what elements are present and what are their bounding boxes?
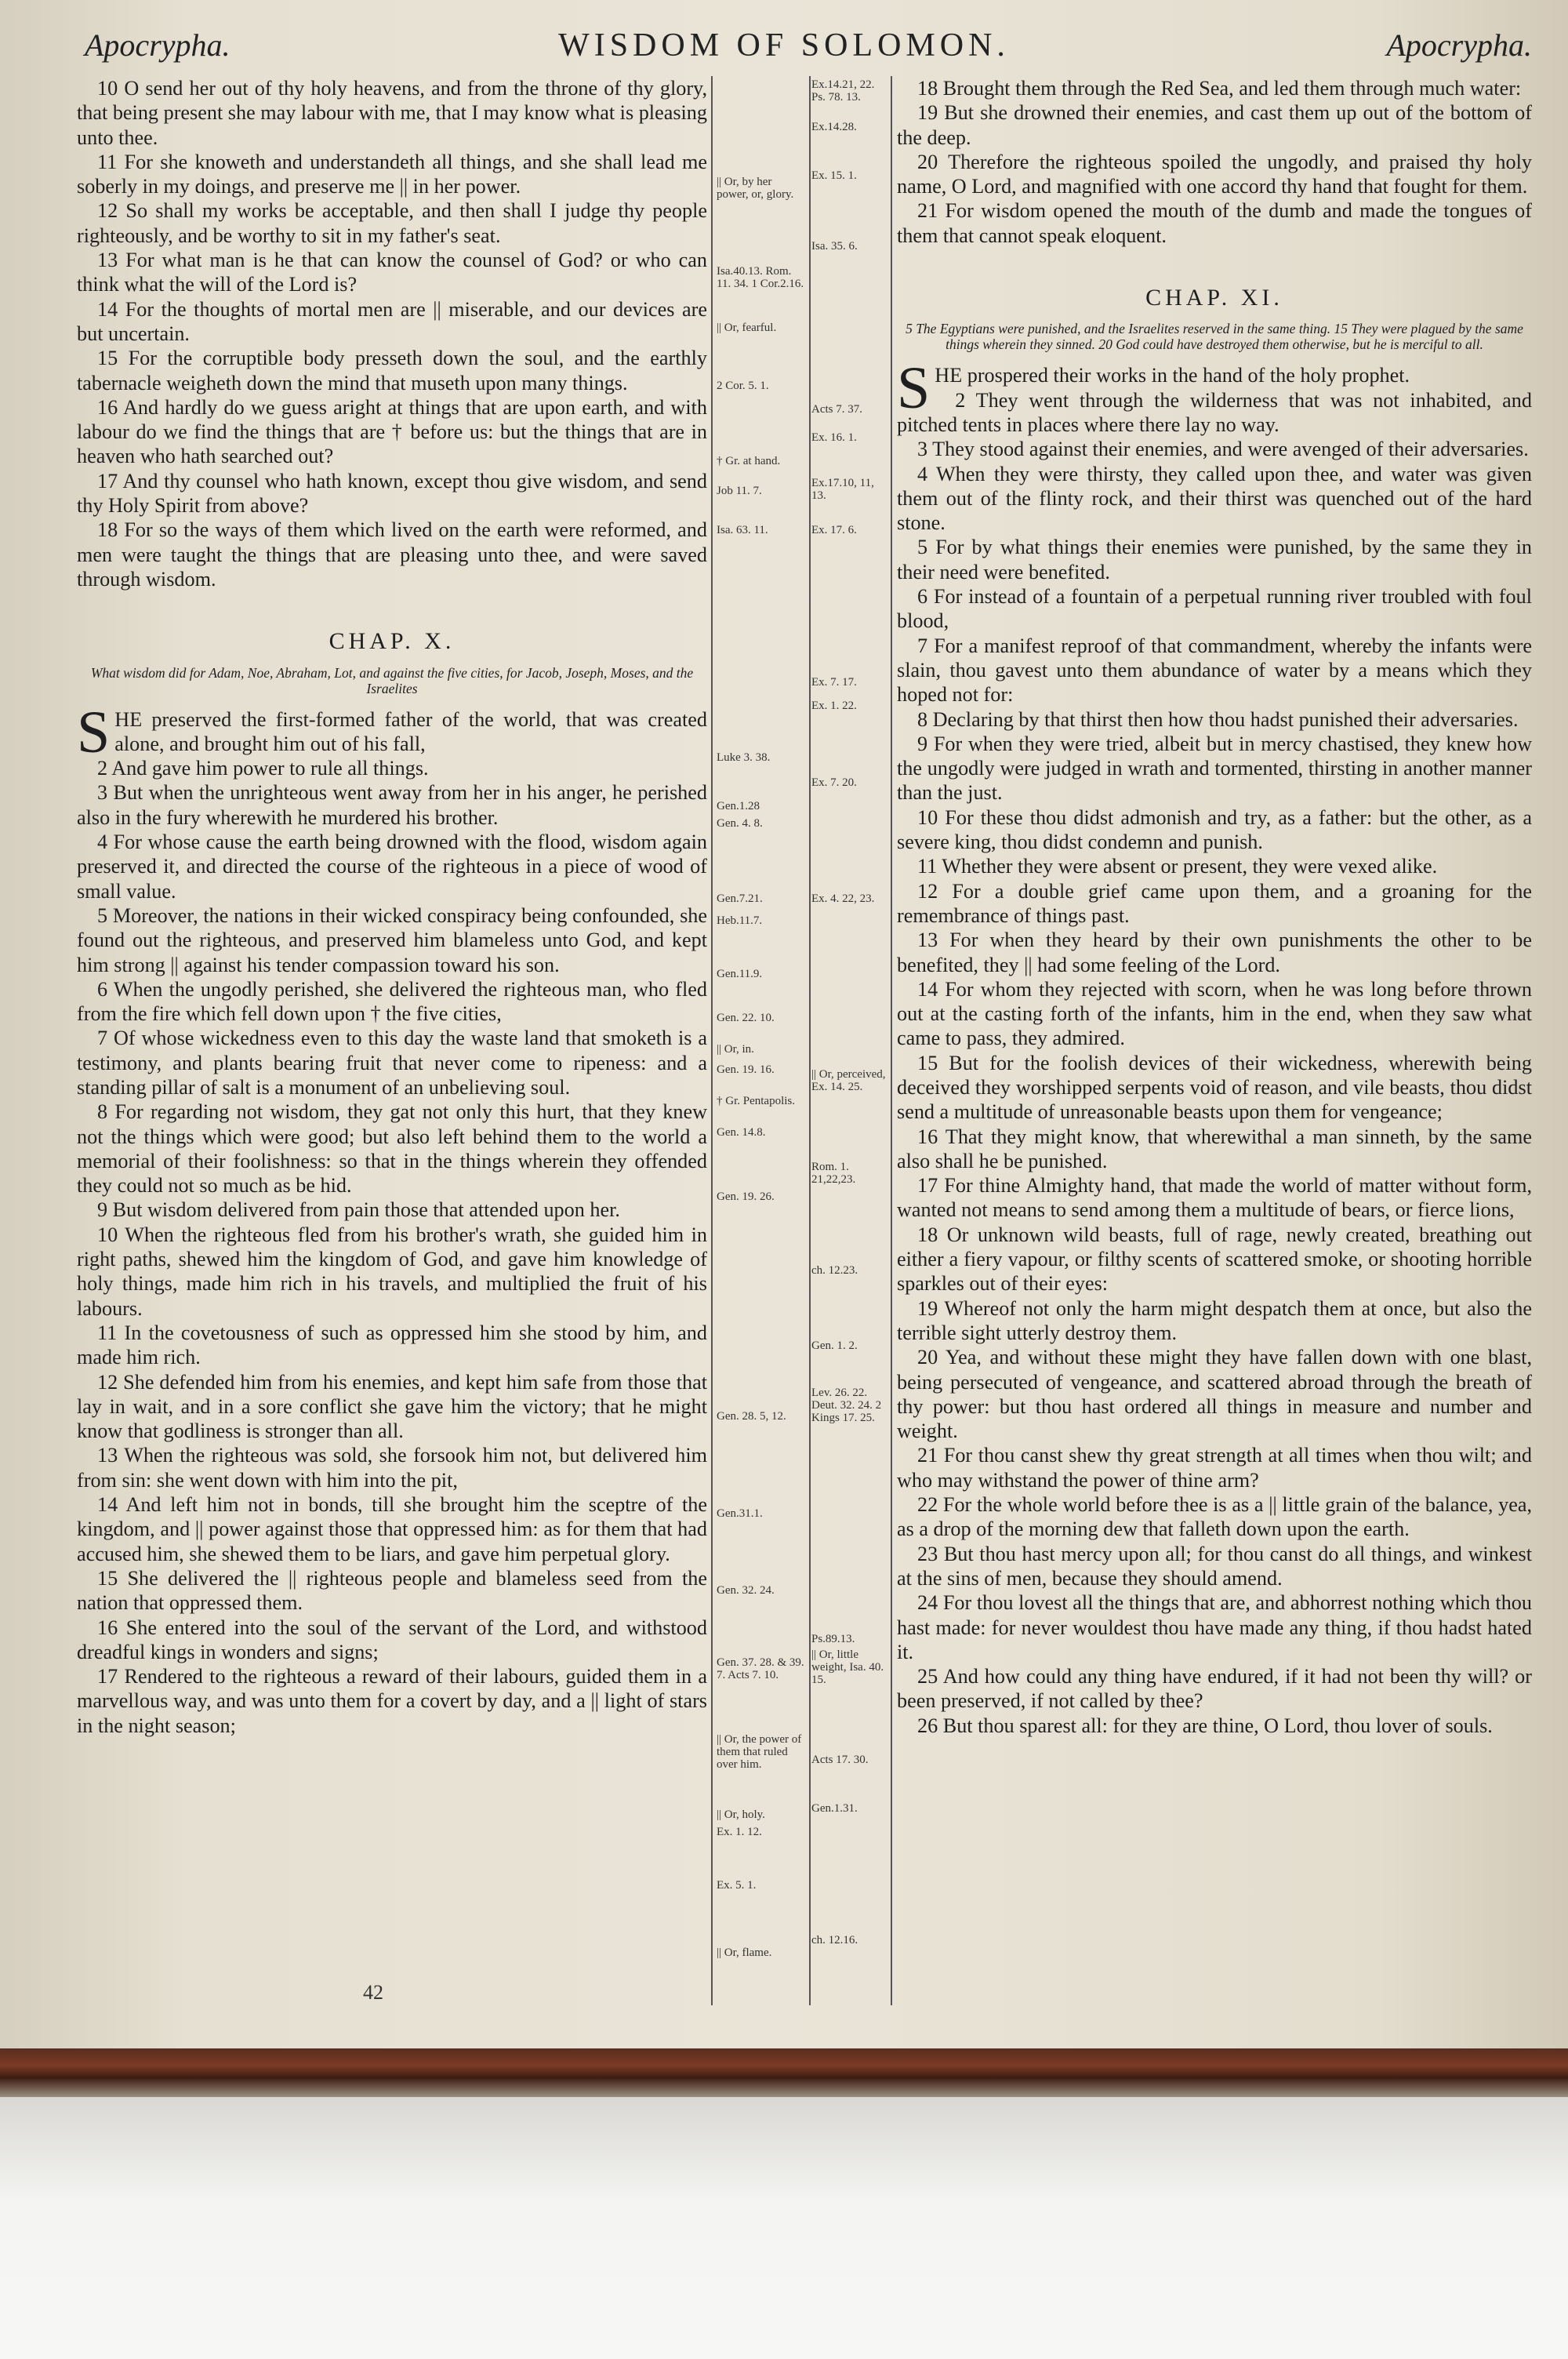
margin-note: Ex. 7. 17. [811, 676, 857, 689]
verse: 3 They stood against their enemies, and were avenged of their adversaries. [917, 438, 1529, 461]
verse: 6 When the ungodly perished, she delivered the righteous man, who fled from the fire which fell down upon † the five cities, [77, 977, 707, 1026]
running-title: WISDOM OF SOLOMON. [558, 27, 1010, 64]
page-number: 42 [363, 1981, 383, 2004]
margin-note: Acts 7. 37. [811, 403, 862, 416]
margin-note: Gen.1.31. [811, 1802, 858, 1815]
verse: 11 Whether they were absent or present, they were vexed alike. [917, 855, 1438, 878]
verse: 13 When the righteous was sold, she forsook him not, but delivered him from sin: she went down with him into the pit, [77, 1444, 707, 1492]
margin-note: Gen. 32. 24. [717, 1584, 775, 1597]
margin-note: Ex. 7. 20. [811, 776, 857, 789]
margin-note: Gen.7.21. [717, 892, 763, 905]
margin-note: Ps.89.13. [811, 1633, 855, 1645]
verse: 17 For thine Almighty hand, that made the world of matter without form, wanted not means to send among them a multitude of bears, or fierce lions, [897, 1174, 1532, 1222]
margin-note: || Or, flame. [717, 1946, 772, 1959]
verse: 18 For so the ways of them which lived on the earth were reformed, and men were taught the things that are pleasing unto thee, and were saved through wisdom. [77, 518, 707, 591]
verse: 20 Therefore the righteous spoiled the ungodly, and praised thy holy name, O Lord, and magnified with one accord thy hand that fought for them. [897, 150, 1532, 198]
margin-note: Isa. 35. 6. [811, 240, 858, 253]
first-verse-text: HE preserved the first-formed father of the world, that was created alone, and brought him out of his fall, [114, 707, 707, 755]
verse: 13 For when they heard by their own punishments the other to be benefited, they || had some feeling of the Lord. [897, 929, 1532, 976]
margin-note: Gen.11.9. [717, 968, 763, 980]
margin-note: || Or, little weight, Isa. 40. 15. [811, 1648, 884, 1686]
column-rule [809, 76, 811, 2005]
verse: 10 When the righteous fled from his brother's wrath, she guided him in right paths, shewed him the kingdom of God, and gave him knowledge of holy things, made him rich in his travels, and multiplied the fruit of his labours. [77, 1223, 707, 1320]
right-text-column [897, 76, 1532, 1738]
verse: 14 For the thoughts of mortal men are || miserable, and our devices are but uncertain. [77, 297, 707, 345]
column-rule [891, 76, 892, 2005]
margin-note: Acts 17. 30. [811, 1754, 869, 1766]
margin-note: || Or, in. [717, 1043, 754, 1056]
margin-note: Gen.31.1. [717, 1507, 763, 1520]
margin-note: Gen. 19. 26. [717, 1190, 775, 1203]
margin-note: Heb.11.7. [717, 914, 763, 927]
verse: 14 And left him not in bonds, till she brought him the sceptre of the kingdom, and || power against those that oppressed him: as for them that had accused him, she shewed them to be liars, and gave him perpetual glory. [77, 1493, 707, 1565]
margin-note: Ex. 1. 12. [717, 1826, 762, 1838]
first-verse-text: HE prospered their works in the hand of the holy prophet. [935, 364, 1410, 387]
verse: 7 Of whose wickedness even to this day the waste land that smoketh is a testimony, and plants bearing fruit that never come to ripeness: and a standing pillar of salt is a monument of an unbelieving soul. [77, 1027, 707, 1099]
margin-note: Ex.17.10, 11, 13. [811, 477, 874, 502]
column-rule [711, 76, 713, 2005]
margin-note: Ex. 4. 22, 23. [811, 892, 875, 905]
verse: 5 Moreover, the nations in their wicked conspiracy being confounded, she found out the righteous, and preserved him blameless unto God, and kept him strong || against his tender compassion toward his son. [77, 903, 707, 976]
verse: 4 For whose cause the earth being drowned with the flood, wisdom again preserved it, and directed the course of the righteous in a piece of wood of small value. [77, 831, 707, 903]
margin-note: Gen. 37. 28. & 39. 7. Acts 7. 10. [717, 1656, 804, 1681]
chapter-first-verse [77, 699, 707, 765]
margin-note: || Or, holy. [717, 1808, 765, 1821]
verse: 12 She defended him from his enemies, and kept him safe from those that lay in wait, and in a sore conflict she gave him the victory; that he might know that godliness is stronger than all. [77, 1370, 707, 1443]
margin-note: || Or, fearful. [717, 322, 777, 334]
margin-note: Ex. 5. 1. [717, 1879, 757, 1892]
drop-cap: S [77, 699, 111, 765]
margin-note: Gen. 22. 10. [717, 1012, 775, 1024]
margin-note: Gen. 19. 16. [717, 1063, 775, 1076]
verse: 15 She delivered the || righteous people and blameless seed from the nation that oppressed them. [77, 1566, 707, 1615]
verse: 16 And hardly do we guess aright at things that are upon earth, and with labour do we find the things that are † before us: but the things that are in heaven who hath searched out? [77, 395, 707, 468]
verse: 15 But for the foolish devices of their wickedness, wherewith being deceived they worshipped serpents void of reason, and vile beasts, thou didst send a multitude of unreasonable beasts upon them for vengeance; [897, 1051, 1532, 1124]
margin-note: † Gr. Pentapolis. [717, 1095, 795, 1107]
chapter-summary: What wisdom did for Adam, Noe, Abraham, Lot, and against the five cities, for Jacob, Joseph, Moses, and the Israelites [90, 664, 694, 696]
verse: 25 And how could any thing have endured, if it had not been thy will? or been preserved, if not called by thee? [897, 1665, 1532, 1713]
margin-note: Ex. 16. 1. [811, 431, 857, 444]
margin-note: Gen. 4. 8. [717, 817, 763, 830]
margin-note: || Or, perceived, Ex. 14. 25. [811, 1068, 886, 1093]
verse: 24 For thou lovest all the things that are, and abhorrest nothing which thou hast made: for never wouldest thou have made any thing, if thou hadst hated it. [897, 1591, 1532, 1663]
margin-note: † Gr. at hand. [717, 455, 781, 467]
verse: 4 When they were thirsty, they called upon thee, and water was given them out of the flinty rock, and their thirst was quenched out of the hard stone. [897, 462, 1532, 535]
header-right-label: Apocrypha. [1386, 27, 1532, 63]
margin-note: Ex. 15. 1. [811, 169, 857, 182]
verse: 13 For what man is he that can know the counsel of God? or who can think what the will of the Lord is? [77, 249, 707, 296]
verse: 8 Declaring by that thirst then how thou hadst punished their adversaries. [917, 707, 1519, 731]
left-text-column [77, 76, 707, 1738]
verse: 17 And thy counsel who hath known, except thou give wisdom, and send thy Holy Spirit from above? [77, 469, 707, 518]
margin-note: Ex.14.21, 22. Ps. 78. 13. [811, 78, 875, 104]
verse: 6 For instead of a fountain of a perpetual running river troubled with foul blood, [897, 585, 1532, 633]
margin-note: Gen. 14.8. [717, 1126, 766, 1139]
book-cover-edge [0, 2048, 1568, 2097]
verse: 9 For when they were tried, albeit but in mercy chastised, they knew how the ungodly were judged in wrath and tormented, thirsting in another manner than the just. [897, 732, 1532, 805]
margin-note: Gen.1.28 [717, 800, 760, 812]
table-surface [0, 2097, 1568, 2359]
verse: 26 But thou sparest all: for they are thine, O Lord, thou lover of souls. [917, 1714, 1493, 1737]
verse: 20 Yea, and without these might they have fallen down with one blast, being persecuted of vengeance, and scattered abroad through the breath of thy power: but thou hast ordered all things in measure and number and weight. [897, 1346, 1532, 1443]
margin-note: Luke 3. 38. [717, 751, 771, 764]
verse: 16 That they might know, that wherewithal a man sinneth, by the same also shall he be punished. [897, 1125, 1532, 1172]
margin-note: || Or, by her power, or, glory. [717, 176, 794, 201]
verse: 8 For regarding not wisdom, they gat not only this hurt, that they knew not the things which were good; but also left behind them to the world a memorial of their foolishness: so that in the things wherein they offended they could not so much as be hid. [77, 1100, 707, 1198]
verse: 12 For a double grief came upon them, and a groaning for the remembrance of things past. [897, 879, 1532, 927]
verse: 19 Whereof not only the harm might despatch them at once, but also the terrible sight utterly destroy them. [897, 1296, 1532, 1344]
verse: 14 For whom they rejected with scorn, when he was long before thrown out at the casting forth of the infants, him in the end, when they saw what came to pass, they admired. [897, 977, 1532, 1050]
verse: 12 So shall my works be acceptable, and then shall I judge thy people righteously, and be worthy to sit in my father's seat. [77, 199, 707, 247]
verse: 23 But thou hast mercy upon all; for thou canst do all things, and winkest at the sins of men, because they should amend. [897, 1542, 1532, 1590]
chapter-heading: CHAP. XI. [1145, 285, 1283, 311]
verse: 9 But wisdom delivered from pain those that attended upon her. [97, 1198, 620, 1222]
margin-note: ch. 12.16. [811, 1934, 858, 1946]
verse: 15 For the corruptible body presseth down the soul, and the earthly tabernacle weigheth down the mind that museth upon many things. [77, 347, 707, 394]
margin-note: Isa. 63. 11. [717, 524, 768, 536]
margin-note: 2 Cor. 5. 1. [717, 380, 769, 392]
verse: 7 For a manifest reproof of that commandment, whereby the infants were slain, thou gavest unto them abundance of water by a means which they hoped not for: [897, 634, 1532, 707]
verse: 17 Rendered to the righteous a reward of their labours, guided them in a marvellous way, and was unto them for a covert by day, and a || light of stars in the night season; [77, 1665, 707, 1737]
margin-note: Ex. 1. 22. [811, 700, 857, 712]
drop-cap: S [897, 355, 931, 422]
verse: 16 She entered into the soul of the servant of the Lord, and withstood dreadful kings in wonders and signs; [77, 1616, 707, 1663]
chapter-summary: 5 The Egyptians were punished, and the Israelites reserved in the same thing. 15 They were plagued by the same things wherein they sinned. 20 God could have destroyed them otherwise, but he is merciful to all. [906, 321, 1523, 353]
verse: 2 They went through the wilderness that was not inhabited, and pitched tents in places where there lay no way. [897, 388, 1532, 436]
margin-note: Rom. 1. 21,22,23. [811, 1161, 856, 1186]
verse: 18 Or unknown wild beasts, full of rage, newly created, breathing out either a fiery vapour, or filthy scents of scattered smoke, or shooting horrible sparkles out of their eyes: [897, 1223, 1532, 1296]
verse: 21 For wisdom opened the mouth of the dumb and made the tongues of them that cannot speak eloquent. [897, 199, 1532, 247]
margin-note: Ex. 17. 6. [811, 524, 857, 536]
verse: 22 For the whole world before thee is as a || little grain of the balance, yea, as a drop of the morning dew that falleth down upon the earth. [897, 1493, 1532, 1541]
margin-note: Lev. 26. 22. Deut. 32. 24. 2 Kings 17. 25. [811, 1387, 882, 1424]
margin-note: Gen. 28. 5, 12. [717, 1410, 786, 1423]
verse: 11 For she knoweth and understandeth all things, and she shall lead me soberly in my doings, and preserve me || in her power. [77, 150, 707, 198]
margin-note: || Or, the power of them that ruled over him. [717, 1733, 802, 1771]
margin-note: Ex.14.28. [811, 121, 857, 133]
margin-note: Isa.40.13. Rom. 11. 34. 1 Cor.2.16. [717, 265, 804, 290]
margin-note: Gen. 1. 2. [811, 1339, 858, 1352]
verse: 10 O send her out of thy holy heavens, and from the throne of thy glory, that being present she may labour with me, that I may know what is pleasing unto thee. [77, 77, 707, 149]
margin-note: ch. 12.23. [811, 1264, 858, 1277]
verse: 21 For thou canst shew thy great strength at all times when thou wilt; and who may withstand the power of thine arm? [897, 1444, 1532, 1492]
verse: 11 In the covetousness of such as oppressed him she stood by him, and made him rich. [77, 1321, 707, 1369]
chapter-heading: CHAP. X. [328, 628, 456, 655]
verse: 19 But she drowned their enemies, and cast them up out of the bottom of the deep. [897, 101, 1532, 149]
verse: 3 But when the unrighteous went away from her in his anger, he perished also in the fury wherewith he murdered his brother. [77, 781, 707, 829]
verse: 2 And gave him power to rule all things. [97, 757, 429, 780]
header-left-label: Apocrypha. [85, 27, 230, 63]
margin-note: Job 11. 7. [717, 485, 762, 497]
verse: 10 For these thou didst admonish and try, as a father: but the other, as a severe king, thou didst condemn and punish. [897, 805, 1532, 854]
verse: 5 For by what things their enemies were punished, by the same they in their need were benefited. [897, 536, 1532, 583]
verse: 18 Brought them through the Red Sea, and led them through much water: [917, 77, 1522, 100]
